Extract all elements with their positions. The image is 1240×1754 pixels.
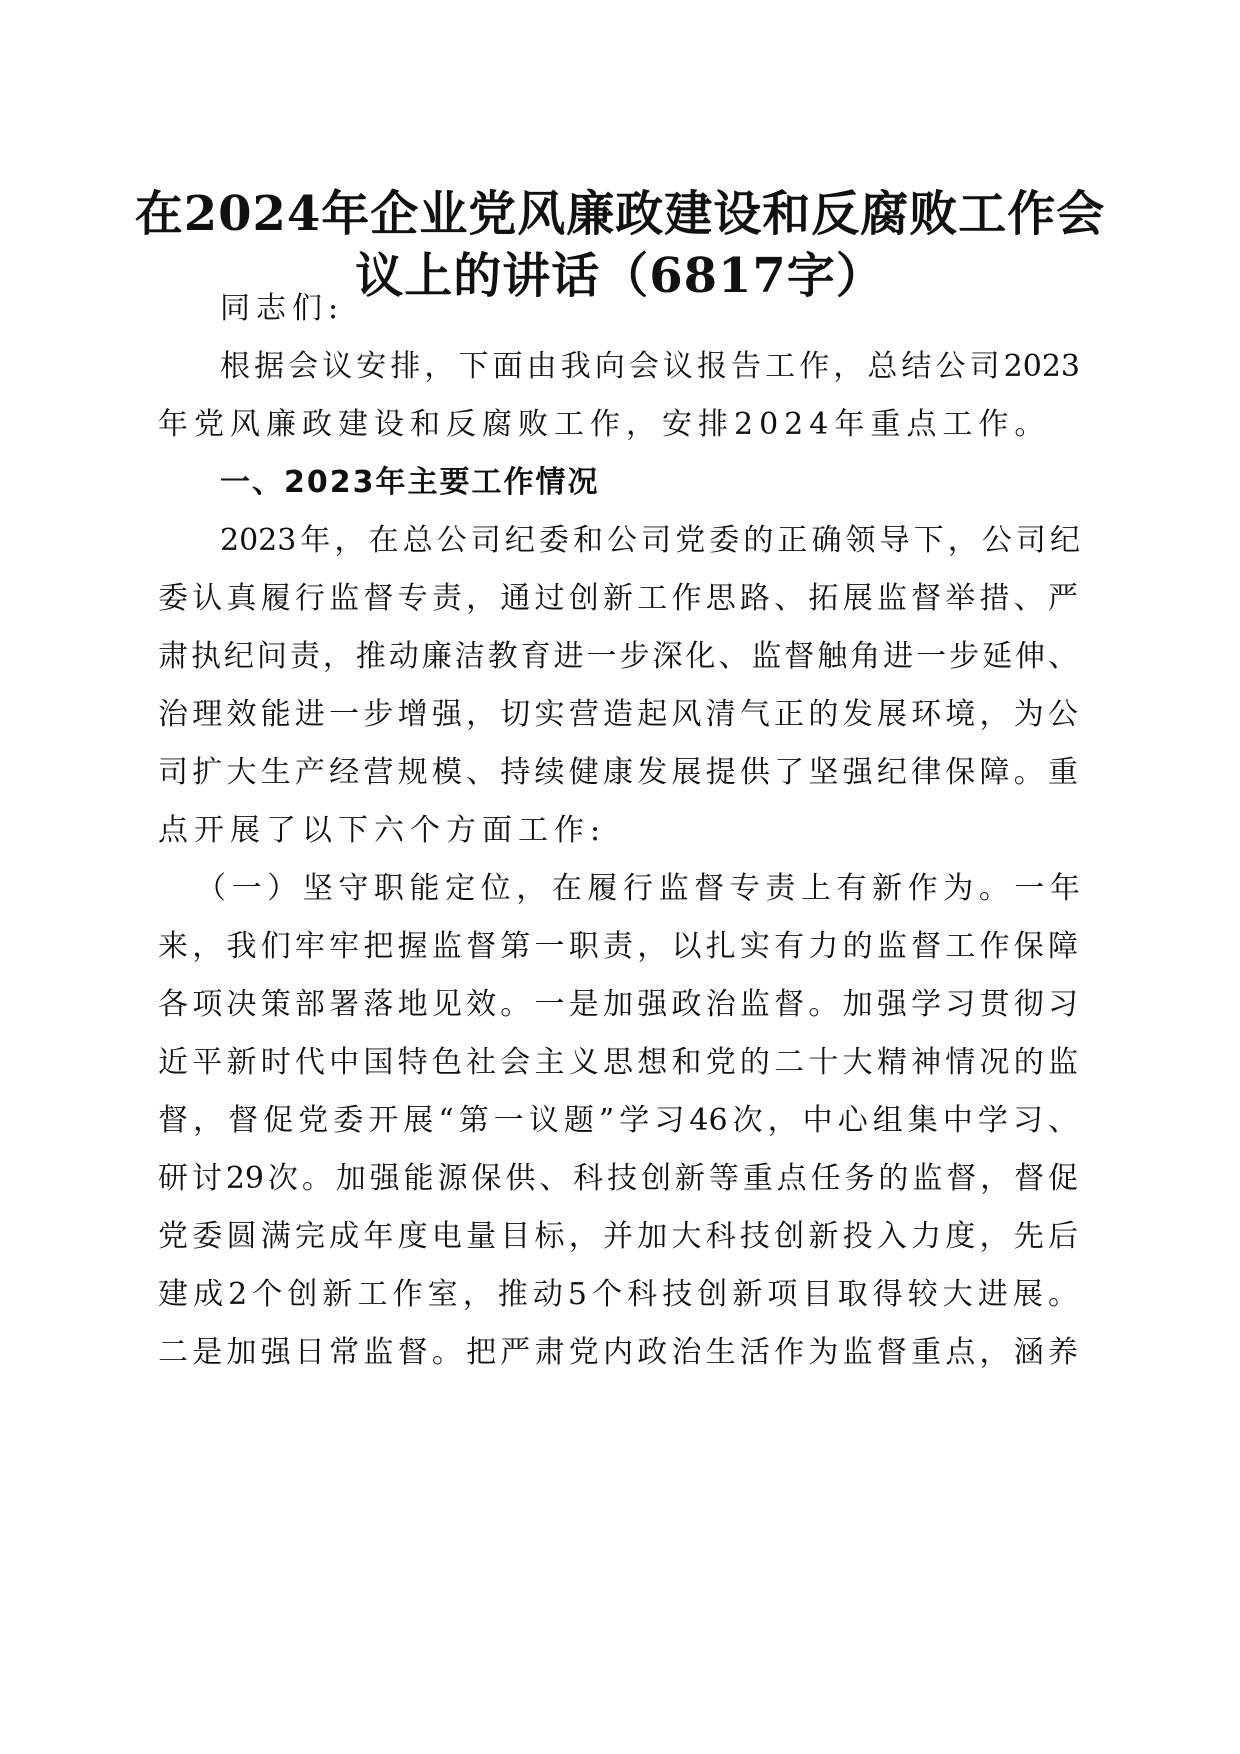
subsection-line: 研讨29次。加强能源保供、科技创新等重点任务的监督，督促 xyxy=(158,1161,1078,1196)
paragraph-line: 司扩大生产经营规模、持续健康发展提供了坚强纪律保障。重 xyxy=(158,755,1078,790)
subsection-line: 党委圆满完成年度电量目标，并加大科技创新投入力度，先后 xyxy=(158,1219,1078,1254)
subsection-heading-line: （一）坚守职能定位，在履行监督专责上有新作为。一年 xyxy=(196,871,1080,906)
paragraph-line: 2023年，在总公司纪委和公司党委的正确领导下，公司纪 xyxy=(220,523,1080,558)
subsection-line: 督，督促党委开展“第一议题”学习46次，中心组集中学习、 xyxy=(158,1103,1078,1138)
subsection-line: 二是加强日常监督。把严肃党内政治生活作为监督重点，涵养 xyxy=(158,1335,1078,1370)
intro-line-2: 年党风廉政建设和反腐败工作，安排2024年重点工作。 xyxy=(158,407,1051,442)
section-heading: 一、2023年主要工作情况 xyxy=(220,465,600,500)
subsection-line: 近平新时代中国特色社会主义思想和党的二十大精神情况的监 xyxy=(158,1045,1078,1080)
document-title-line-1: 在2024年企业党风廉政建设和反腐败工作会 xyxy=(134,186,1106,242)
paragraph-line: 肃执纪问责，推动廉洁教育进一步深化、监督触角进一步延伸、 xyxy=(158,639,1078,674)
subsection-line: 各项决策部署落地见效。一是加强政治监督。加强学习贯彻习 xyxy=(158,987,1078,1022)
document-title-line-2: 议上的讲话（6817字） xyxy=(355,248,885,304)
paragraph-line: 委认真履行监督专责，通过创新工作思路、拓展监督举措、严 xyxy=(158,581,1078,616)
salutation: 同志们: xyxy=(220,291,345,326)
subsection-line: 建成2个创新工作室，推动5个科技创新项目取得较大进展。 xyxy=(158,1277,1078,1312)
paragraph-line: 治理效能进一步增强，切实营造起风清气正的发展环境，为公 xyxy=(158,697,1078,732)
paragraph-line: 点开展了以下六个方面工作: xyxy=(158,813,607,848)
subsection-line: 来，我们牢牢把握监督第一职责，以扎实有力的监督工作保障 xyxy=(158,929,1078,964)
intro-line-1: 根据会议安排，下面由我向会议报告工作，总结公司2023 xyxy=(220,349,1080,384)
